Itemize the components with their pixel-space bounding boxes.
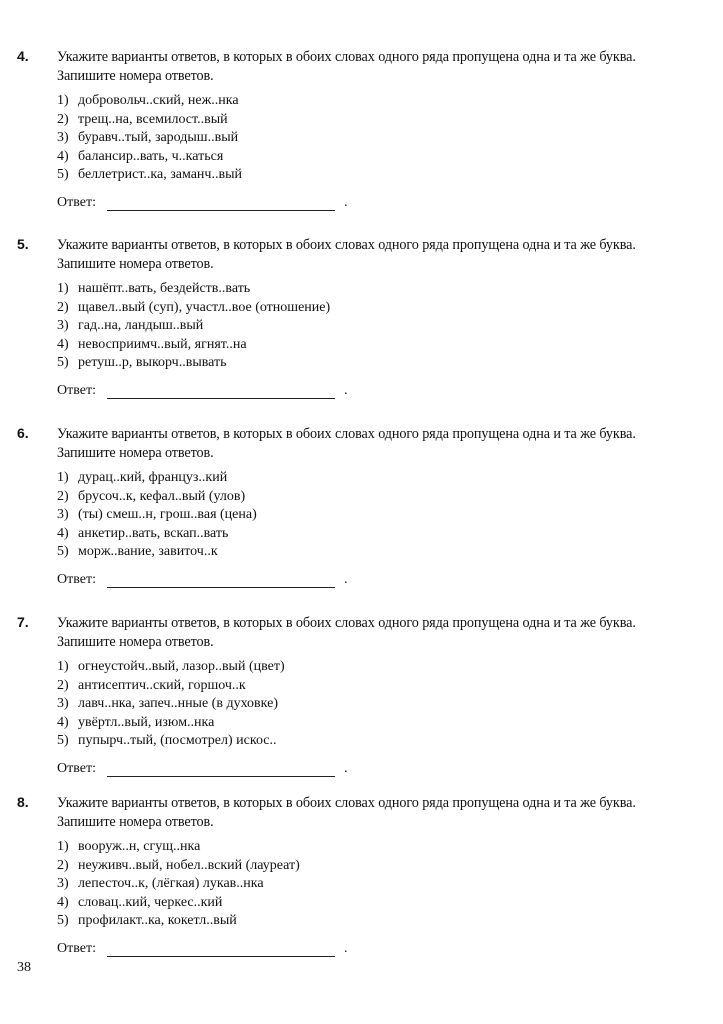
answer-label: Ответ: [57, 761, 96, 776]
option-item [57, 658, 285, 677]
question-stem: Укажите варианты ответов, в которых в обоих словах одного ряда пропущена одна и та же буква. Запишите номера ответов. [57, 615, 636, 650]
option-number: 5) [57, 733, 69, 749]
option-text: беллетрист..ка, заманч..вый [78, 167, 242, 183]
option-text: дурац..кий, француз..кий [78, 470, 228, 485]
option-text: щавел..вый (суп), участл..вое (отношение) [78, 299, 331, 315]
option-number: 5) [57, 544, 69, 560]
option-item [57, 714, 285, 733]
options-list [57, 92, 242, 185]
option-number: 1) [57, 470, 69, 485]
answer-row [57, 383, 348, 399]
option-text: нашёпт..вать, бездейств..вать [78, 281, 251, 296]
option-number: 2) [57, 857, 69, 873]
option-item [57, 354, 330, 373]
option-text: словац..кий, черкес..кий [78, 894, 223, 910]
options-list [57, 838, 300, 931]
option-text: пупырч..тый, (посмотрел) искос.. [78, 733, 277, 749]
option-text: ретуш..р, выкорч..вывать [78, 355, 227, 371]
option-number: 3) [57, 130, 69, 146]
option-item [57, 894, 300, 913]
question-number: 5. [17, 236, 29, 252]
answer-label: Ответ: [57, 383, 96, 398]
option-text: гад..на, ландыш..вый [78, 318, 204, 334]
question-stem: Укажите варианты ответов, в которых в обоих словах одного ряда пропущена одна и та же буква. Запишите номера ответов. [57, 237, 636, 272]
page-number: 38 [17, 960, 31, 975]
option-text: вооруж..н, сгущ..нка [78, 839, 201, 854]
answer-row [57, 572, 348, 588]
option-number: 5) [57, 167, 69, 183]
answer-field[interactable] [107, 587, 335, 588]
option-item [57, 838, 300, 857]
answer-end-dot: . [344, 383, 348, 398]
option-number: 1) [57, 659, 69, 674]
option-number: 2) [57, 488, 69, 504]
option-number: 4) [57, 714, 69, 730]
option-number: 4) [57, 148, 69, 164]
option-item [57, 317, 330, 336]
option-item [57, 336, 330, 355]
option-number: 1) [57, 839, 69, 854]
answer-row [57, 761, 348, 777]
option-text: лавч..нка, запеч..нные (в духовке) [78, 696, 278, 712]
option-item [57, 92, 242, 111]
option-item [57, 875, 300, 894]
option-number: 3) [57, 876, 69, 892]
option-text: буравч..тый, зародыш..вый [78, 130, 239, 146]
answer-end-dot: . [344, 761, 348, 776]
option-text: добровольч..ский, неж..нка [78, 93, 239, 108]
option-number: 4) [57, 336, 69, 352]
option-item [57, 525, 257, 544]
question-number: 7. [17, 614, 29, 630]
option-item [57, 488, 257, 507]
option-item [57, 677, 285, 696]
option-item [57, 695, 285, 714]
question-stem: Укажите варианты ответов, в которых в обоих словах одного ряда пропущена одна и та же буква. Запишите номера ответов. [57, 49, 636, 84]
question-number: 8. [17, 794, 29, 810]
option-number: 3) [57, 507, 69, 523]
option-item [57, 912, 300, 931]
option-item [57, 506, 257, 525]
option-number: 1) [57, 281, 69, 296]
option-text: морж..вание, завиточ..к [78, 544, 218, 560]
option-number: 2) [57, 677, 69, 693]
options-list [57, 280, 330, 373]
option-item [57, 469, 257, 488]
options-list [57, 658, 285, 751]
option-item [57, 280, 330, 299]
option-item [57, 166, 242, 185]
answer-field[interactable] [107, 956, 335, 957]
option-number: 5) [57, 913, 69, 929]
option-text: трещ..на, всемилост..вый [78, 111, 228, 127]
option-item [57, 543, 257, 562]
answer-label: Ответ: [57, 941, 96, 956]
option-item [57, 857, 300, 876]
option-text: профилакт..ка, кокетл..вый [78, 913, 237, 929]
option-number: 2) [57, 299, 69, 315]
option-text: брусоч..к, кефал..вый (улов) [78, 488, 246, 504]
option-text: антисептич..ский, горшоч..к [78, 677, 246, 693]
option-item [57, 129, 242, 148]
option-item [57, 299, 330, 318]
answer-field[interactable] [107, 210, 335, 211]
option-text: лепесточ..к, (лёгкая) лукав..нка [78, 876, 264, 892]
question-stem: Укажите варианты ответов, в которых в обоих словах одного ряда пропущена одна и та же буква. Запишите номера ответов. [57, 795, 636, 830]
option-item [57, 148, 242, 167]
options-list [57, 469, 257, 562]
option-item [57, 732, 285, 751]
option-number: 4) [57, 894, 69, 910]
answer-row [57, 195, 348, 211]
answer-row [57, 941, 348, 957]
option-text: увёртл..вый, изюм..нка [78, 714, 215, 730]
option-number: 2) [57, 111, 69, 127]
answer-end-dot: . [344, 941, 348, 956]
answer-label: Ответ: [57, 195, 96, 210]
answer-end-dot: . [344, 572, 348, 587]
question-number: 6. [17, 425, 29, 441]
option-text: невосприимч..вый, ягнят..на [78, 336, 247, 352]
option-text: огнеустойч..вый, лазор..вый (цвет) [78, 659, 285, 674]
option-number: 3) [57, 318, 69, 334]
option-text: балансир..вать, ч..каться [78, 148, 224, 164]
option-number: 5) [57, 355, 69, 371]
answer-field[interactable] [107, 398, 335, 399]
option-number: 3) [57, 696, 69, 712]
option-number: 4) [57, 525, 69, 541]
answer-end-dot: . [344, 195, 348, 210]
question-number: 4. [17, 48, 29, 64]
option-text: неуживч..вый, нобел..вский (лауреат) [78, 857, 300, 873]
option-item [57, 111, 242, 130]
answer-field[interactable] [107, 776, 335, 777]
option-number: 1) [57, 93, 69, 108]
option-text: анкетир..вать, вскап..вать [78, 525, 229, 541]
option-text: (ты) смеш..н, грош..вая (цена) [78, 507, 257, 523]
question-stem: Укажите варианты ответов, в которых в обоих словах одного ряда пропущена одна и та же буква. Запишите номера ответов. [57, 426, 636, 461]
answer-label: Ответ: [57, 572, 96, 587]
